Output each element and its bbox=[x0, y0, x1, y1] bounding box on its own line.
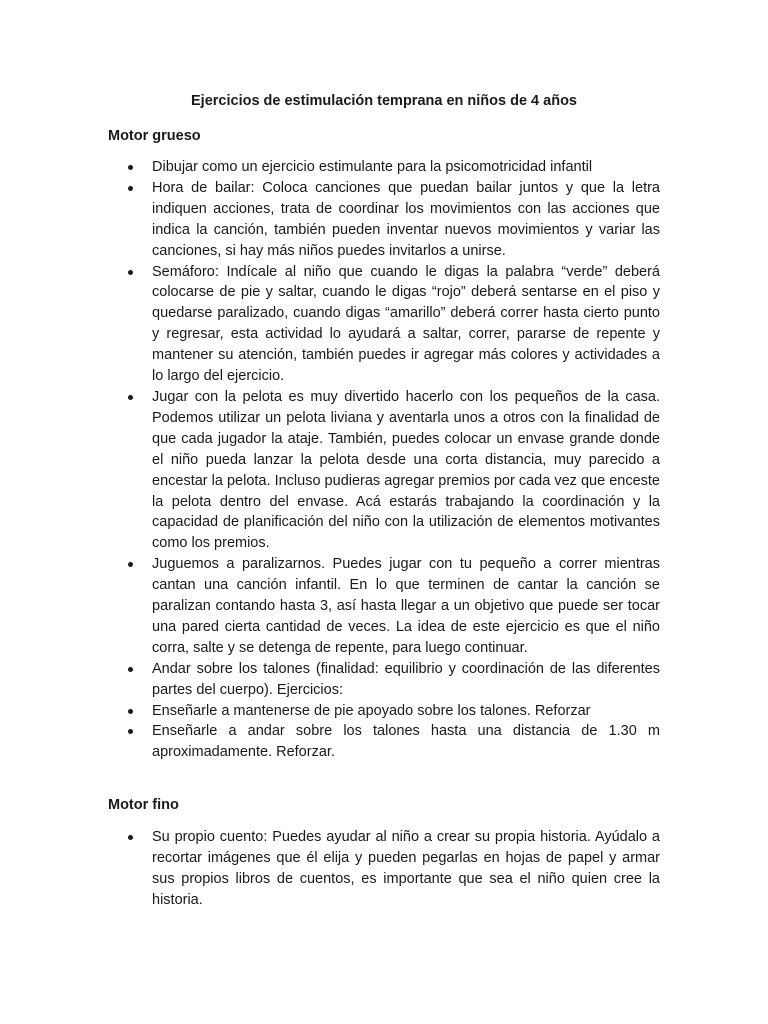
list-item bbox=[108, 827, 660, 911]
list-item-text: Enseñarle a andar sobre los talones hasta una distancia de 1.30 m aproximadamente. Reforzar. bbox=[152, 723, 660, 761]
list-item-text: Su propio cuento: Puedes ayudar al niño a crear su propia historia. Ayúdalo a recortar imágenes que él elija y pueden pegarlas en hojas de papel y armar sus propios libros de cuentos, es importante que sea el niño quien cree la historia. bbox=[152, 829, 660, 908]
bullet-icon bbox=[128, 395, 133, 400]
list-item-text: Andar sobre los talones (finalidad: equilibrio y coordinación de las diferentes partes del cuerpo). Ejercicios: bbox=[152, 660, 660, 698]
bullet-list-motor-grueso bbox=[108, 157, 660, 763]
list-item bbox=[108, 554, 660, 659]
bullet-list-motor-fino bbox=[108, 827, 660, 911]
bullet-icon bbox=[128, 709, 133, 714]
list-item bbox=[108, 157, 660, 178]
bullet-icon bbox=[128, 667, 133, 672]
bullet-icon bbox=[128, 186, 133, 191]
bullet-icon bbox=[128, 729, 133, 734]
list-item bbox=[108, 178, 660, 262]
list-item-text: Jugar con la pelota es muy divertido hacerlo con los pequeños de la casa. Podemos utilizar un pelota liviana y aventarla unos a otros con la finalidad de que cada jugador la ataje. También, puedes colocar un envase grande donde el niño pueda lanzar la pelota desde una corta distancia, muy parecido a encestar la pelota. Incluso pudieras agregar premios por cada vez que enceste la pelota dentro del envase. Acá estarás trabajando la coordinación y la capacidad de planificación del niño con la utilización de elementos motivantes como los premios. bbox=[152, 388, 660, 552]
bullet-icon bbox=[128, 270, 133, 275]
section-heading-motor-fino: Motor fino bbox=[108, 797, 179, 813]
bullet-icon bbox=[128, 835, 133, 840]
bullet-icon bbox=[128, 562, 133, 567]
list-item bbox=[108, 721, 660, 763]
list-item bbox=[108, 659, 660, 701]
list-item bbox=[108, 387, 660, 554]
section-heading-motor-grueso: Motor grueso bbox=[108, 128, 201, 144]
list-item bbox=[108, 701, 660, 722]
list-item-text: Hora de bailar: Coloca canciones que puedan bailar juntos y que la letra indiquen acciones, trata de coordinar los movimientos con las acciones que indica la canción, también pueden inventar nuevos movimientos y variar las canciones, si hay más niños puedes invitarlos a unirse. bbox=[152, 179, 660, 259]
bullet-icon bbox=[128, 165, 133, 170]
list-item-text: Semáforo: Indícale al niño que cuando le digas la palabra “verde” deberá colocarse de pie y saltar, cuando le digas “rojo” deberá sentarse en el piso y quedarse paralizado, cuando digas “amarillo” deberá correr hasta cierto punto y regresar, esta actividad lo ayudará a saltar, correr, pararse de repente y mantener su atención, también puedes ir agregar más colores y actividades a lo largo del ejercicio. bbox=[152, 263, 660, 385]
list-item-text: Juguemos a paralizarnos. Puedes jugar con tu pequeño a correr mientras cantan una canción infantil. En lo que terminen de cantar la canción se paralizan contando hasta 3, así hasta llegar a un objetivo que puede ser tocar una pared cierta cantidad de veces. La idea de este ejercicio es que el niño corra, salte y se detenga de repente, para luego continuar. bbox=[152, 556, 660, 656]
list-item bbox=[108, 262, 660, 387]
document-title: Ejercicios de estimulación temprana en niños de 4 años bbox=[191, 93, 577, 109]
list-item-text: Dibujar como un ejercicio estimulante para la psicomotricidad infantil bbox=[152, 159, 593, 175]
list-item-text: Enseñarle a mantenerse de pie apoyado sobre los talones. Reforzar bbox=[152, 702, 591, 719]
